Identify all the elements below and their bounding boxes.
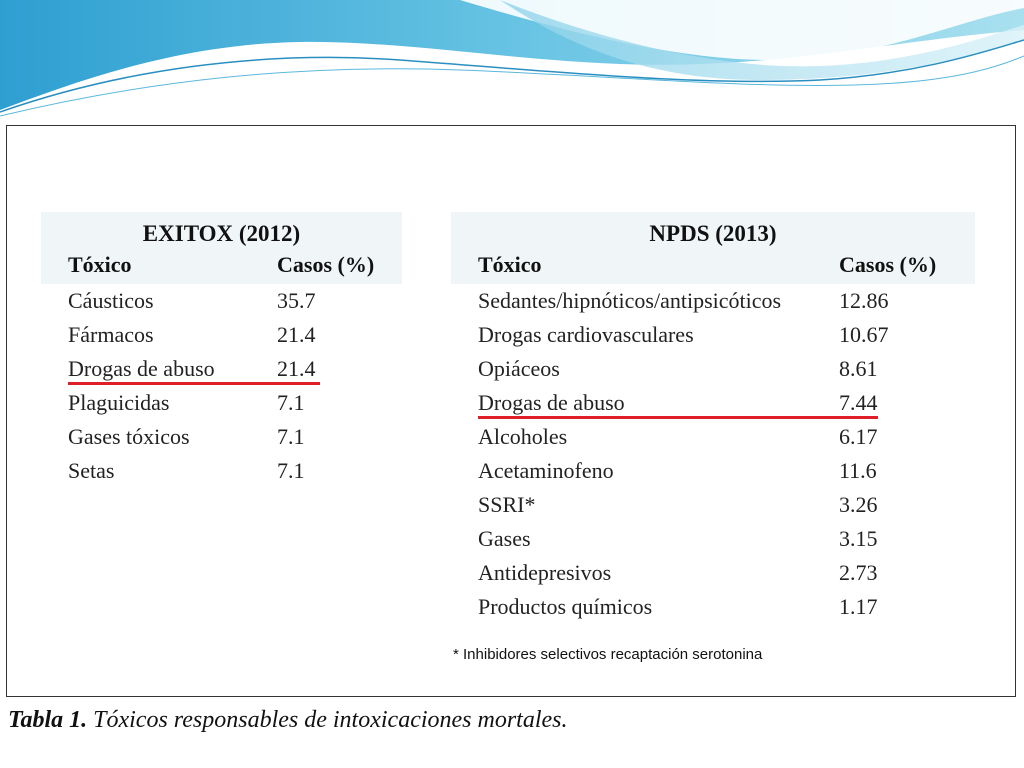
toxic-name: Productos químicos (478, 594, 653, 619)
col-header-cases: Casos (%) (839, 252, 937, 277)
table-row (451, 488, 975, 522)
table-row (451, 556, 975, 590)
cases-value: 12.86 (839, 288, 889, 313)
table-row (451, 318, 975, 352)
table-row (451, 420, 975, 454)
toxic-name: Sedantes/hipnóticos/antipsicóticos (478, 288, 782, 313)
toxic-name: Antidepresivos (478, 560, 612, 585)
toxic-name: Opiáceos (478, 356, 560, 381)
col-header-toxic: Tóxico (478, 252, 542, 277)
table-row (451, 386, 975, 420)
npds-table-header (451, 212, 975, 284)
cases-value: 10.67 (839, 322, 889, 347)
npds-table-title: NPDS (2013) (649, 221, 777, 246)
cases-value: 1.17 (839, 594, 878, 619)
table-row (41, 284, 402, 318)
cases-value: 3.15 (839, 526, 878, 551)
exitox-table-body (41, 284, 402, 488)
table-row (41, 352, 402, 386)
highlight-underline (478, 416, 878, 419)
cases-value: 3.26 (839, 492, 878, 517)
exitox-column-headers (41, 250, 402, 284)
toxic-name: Alcoholes (478, 424, 568, 449)
caption-text: Tóxicos responsables de intoxicaciones mortales. (93, 707, 568, 733)
npds-column-headers (451, 250, 975, 284)
cases-value: 7.1 (277, 390, 305, 415)
toxic-name: Gases (478, 526, 531, 551)
table-row (41, 420, 402, 454)
col-header-cases: Casos (%) (277, 252, 375, 277)
toxic-name: Drogas de abuso (68, 356, 215, 381)
toxic-name: SSRI* (478, 492, 536, 517)
toxic-name: Cáusticos (68, 288, 154, 313)
cases-value: 21.4 (277, 356, 316, 381)
table-figure-frame (6, 125, 1016, 697)
toxic-name: Setas (68, 458, 115, 483)
toxic-name: Acetaminofeno (478, 458, 614, 483)
decorative-wave-banner (0, 0, 1024, 120)
table-row (451, 522, 975, 556)
toxic-name: Drogas de abuso (478, 390, 625, 415)
table-row (451, 454, 975, 488)
exitox-table-header (41, 212, 402, 284)
cases-value: 7.1 (277, 458, 305, 483)
table-row (451, 590, 975, 624)
cases-value: 11.6 (839, 458, 877, 483)
cases-value: 6.17 (839, 424, 878, 449)
cases-value: 2.73 (839, 560, 878, 585)
table-row (451, 284, 975, 318)
footnote: * Inhibidores selectivos recaptación serotonina (453, 646, 763, 663)
table-row (451, 352, 975, 386)
cases-value: 7.44 (839, 390, 878, 415)
cases-value: 21.4 (277, 322, 316, 347)
table-caption (8, 707, 568, 734)
table-row (41, 386, 402, 420)
table-row (41, 318, 402, 352)
exitox-table (41, 212, 402, 488)
npds-table-body (451, 284, 975, 624)
exitox-table-title: EXITOX (2012) (142, 221, 301, 246)
toxic-name: Plaguicidas (68, 390, 170, 415)
cases-value: 35.7 (277, 288, 316, 313)
highlight-underline (68, 382, 320, 385)
cases-value: 8.61 (839, 356, 878, 381)
col-header-toxic: Tóxico (68, 252, 132, 277)
toxic-name: Gases tóxicos (68, 424, 190, 449)
cases-value: 7.1 (277, 424, 305, 449)
toxic-name: Fármacos (68, 322, 154, 347)
caption-label: Tabla 1. (8, 707, 88, 733)
table-row (41, 454, 402, 488)
toxic-name: Drogas cardiovasculares (478, 322, 694, 347)
npds-table (451, 212, 975, 624)
